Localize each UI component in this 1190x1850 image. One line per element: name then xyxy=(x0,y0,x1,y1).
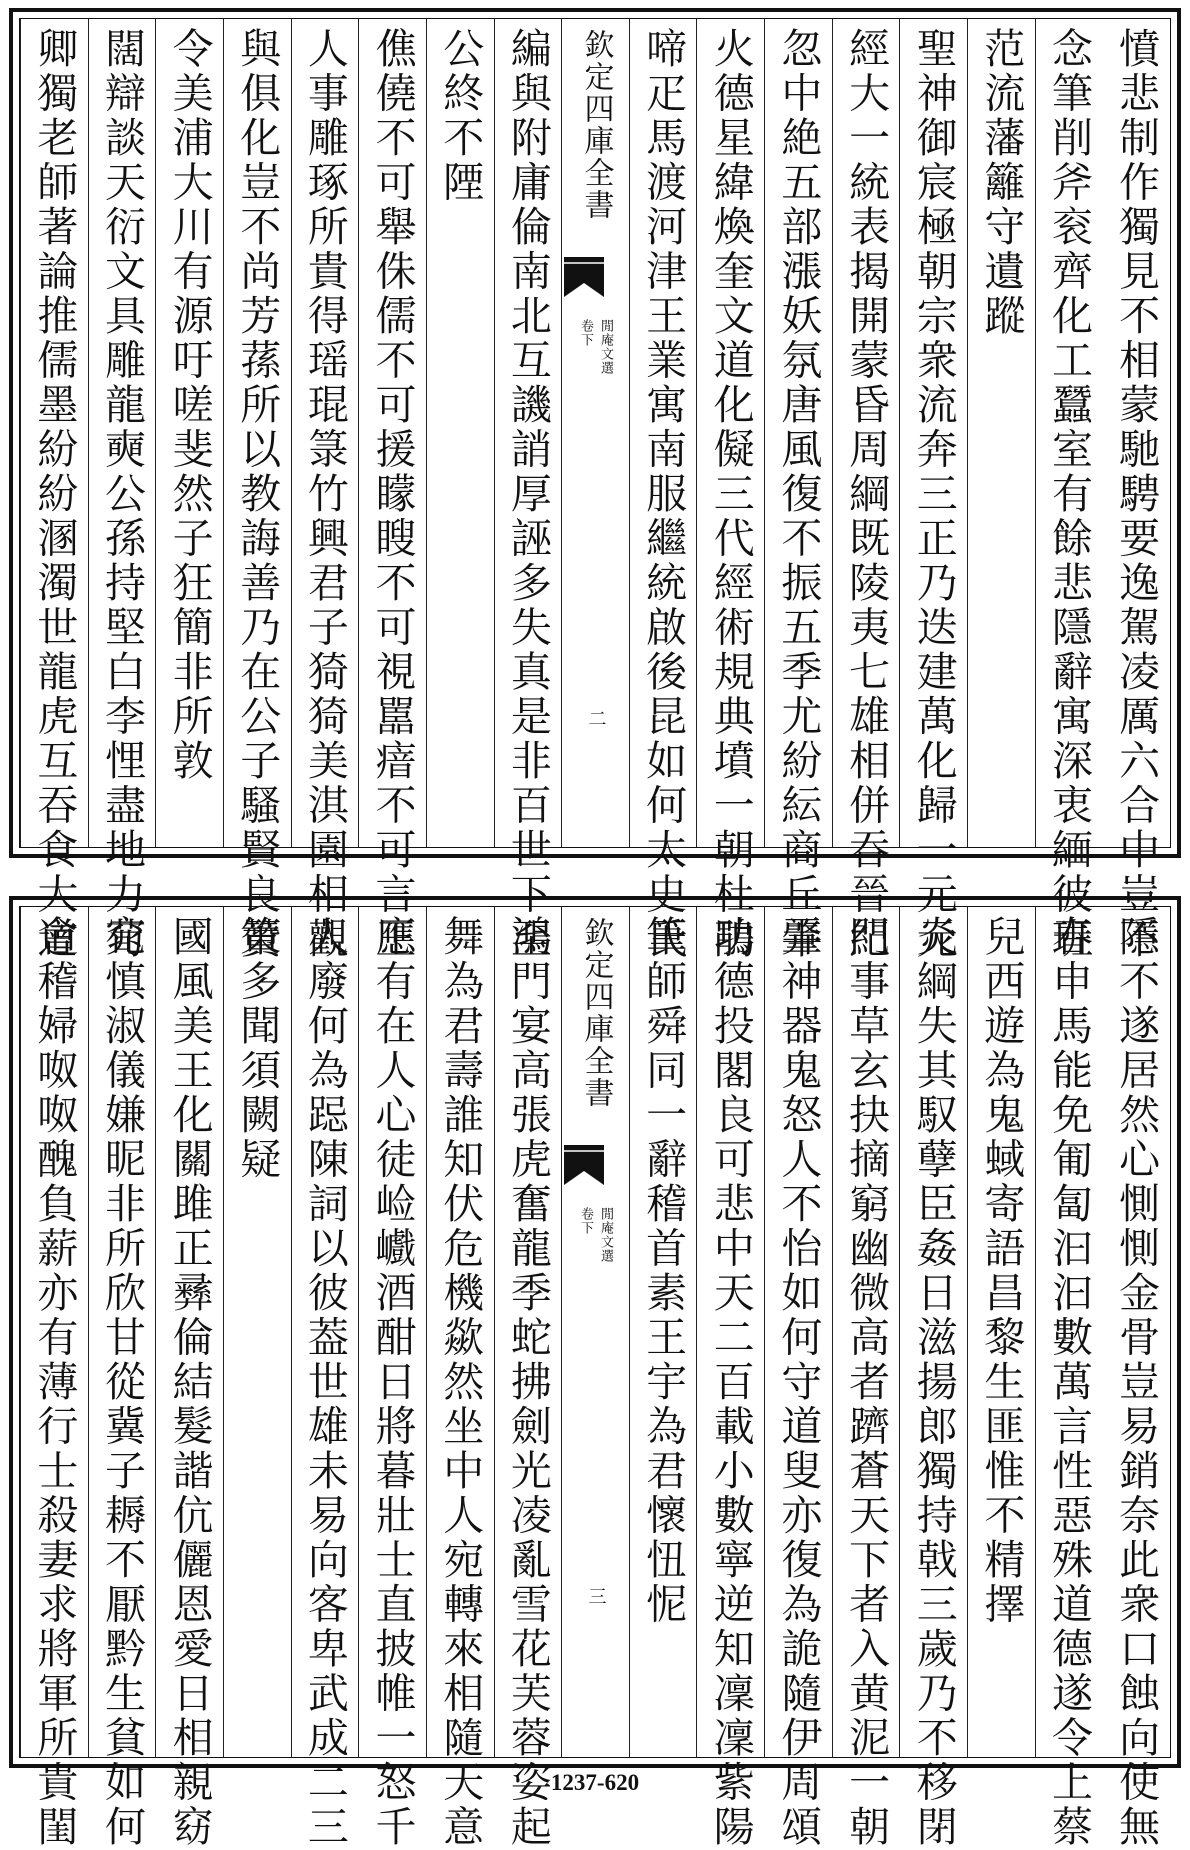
text-column xyxy=(20,907,88,1850)
upper-page xyxy=(9,8,1181,962)
text-line: 功德投閣良可悲中天二百載小數寧逆知凜凜紫陽 xyxy=(706,915,755,1850)
text-column xyxy=(967,907,1035,1757)
text-column xyxy=(899,907,967,1850)
collection-title: 欽定四庫全書 xyxy=(578,29,614,221)
text-column xyxy=(899,19,967,962)
text-line: 念筆削斧衮齊化工蠶室有餘悲隱辭寓深衷緬彼班 xyxy=(1045,27,1094,962)
text-line: 策多聞須闕疑 xyxy=(233,915,282,1182)
text-line: 火德星緯煥奎文道化儗三代經術規典墳一朝杜鵑 xyxy=(706,27,755,962)
text-column xyxy=(1035,907,1103,1850)
text-line: 范流藩籬守遺蹤 xyxy=(977,27,1026,339)
text-line: 春申馬能免匍匐汩汩數萬言性惡殊道德遂令上蔡 xyxy=(1045,915,1094,1850)
collection-title: 欽定四庫全書 xyxy=(578,917,614,1109)
text-line: 闊辯談天衍文具雕龍奭公孫持堅白李悝盡地力荀 xyxy=(97,27,146,962)
text-column xyxy=(223,907,291,1757)
text-line: 憤悲制作獨見不相蒙馳騁要逸駕凌厲六合中豈不 xyxy=(1112,27,1161,962)
text-column xyxy=(629,907,697,1757)
volume-label: 卷下 xyxy=(577,1207,593,1235)
text-line: 經大一統表揭開蒙昏周綱既陵夷七雄相併吞晉紀 xyxy=(842,27,891,962)
fishtail-mark-icon xyxy=(564,257,604,297)
text-column xyxy=(764,19,832,962)
text-column xyxy=(494,907,562,1850)
text-line: 門事草玄抉摘窮幽微高者躋蒼天下者入黄泥一朝 xyxy=(842,915,891,1850)
text-column xyxy=(967,19,1035,847)
text-line: 令美浦大川有源吁嗟斐然子狂簡非所敦 xyxy=(165,27,214,784)
text-line: 隱不遂居然心惻惻金骨豈易銷奈此衆口蝕向使無 xyxy=(1112,915,1161,1850)
text-line: 聖神御宸極朝宗衆流奔三正乃迭建萬化歸一元元 xyxy=(909,27,958,962)
text-line: 人事雕琢所貴得瑶琨箓竹興君子猗猗美淇園相觀 xyxy=(300,27,349,962)
text-column xyxy=(88,907,156,1850)
book-title: 閒庵文選 xyxy=(597,1207,613,1263)
leaf-number: 三 xyxy=(585,1587,607,1605)
text-column xyxy=(426,19,494,847)
text-column xyxy=(291,19,359,962)
text-column xyxy=(88,19,156,962)
text-line: 應有在人心徒崄巇酒酣日將暮壯士直披帷一怒千 xyxy=(368,915,417,1850)
page-heading-column xyxy=(561,907,629,1757)
page-code: 1237-620 xyxy=(550,1770,640,1795)
text-line: 炎綱失其馭孽臣姦日滋揚郎獨持戟三歲乃不移閉 xyxy=(909,915,958,1850)
text-column xyxy=(155,907,223,1850)
text-line: 編與附庸倫南北互譏誚厚誣多失真是非百世下至 xyxy=(503,27,552,962)
text-column xyxy=(629,19,697,962)
book-reference xyxy=(576,1207,615,1263)
volume-label: 卷下 xyxy=(577,319,593,347)
text-column xyxy=(426,907,494,1850)
text-column xyxy=(1035,19,1103,962)
text-column xyxy=(696,907,764,1850)
text-column xyxy=(832,19,900,962)
book-title: 閒庵文選 xyxy=(597,319,613,375)
text-column xyxy=(155,19,223,847)
text-line: 忽中絶五部漲妖氛唐風復不振五季尤紛紜商丘肇 xyxy=(774,27,823,962)
upper-text-block xyxy=(20,19,1170,962)
text-line: 與俱化豈不尚芳蓀所以教誨善乃在公子騷賢良贊 xyxy=(233,27,282,962)
text-line: 鴻門宴高張虎奮龍季蛇拂劍光凌亂雪花芙蓉姿起 xyxy=(503,915,552,1850)
text-line: 兒西遊為鬼蜮寄語昌黎生匪惟不精擇 xyxy=(977,915,1026,1627)
text-line: 會稽婦呶呶醜負薪亦有薄行士殺妻求將軍所貴閨 xyxy=(30,915,79,1850)
text-line: 舞為君壽誰知伏危機歘然坐中人宛轉來相隨天意 xyxy=(436,915,485,1850)
book-reference xyxy=(576,319,615,375)
text-column xyxy=(291,907,359,1850)
text-column xyxy=(494,19,562,962)
text-column xyxy=(358,19,426,962)
text-line: 國風美王化關雎正彞倫結髮諧伉儷恩愛日相親窈 xyxy=(165,915,214,1850)
text-line: 僬僥不可舉侏儒不可援矇瞍不可視嚚瘖不可言王 xyxy=(368,27,417,962)
fishtail-mark-icon xyxy=(564,1145,604,1185)
text-line: 卿獨老師著論推儒墨紛紛溷濁世龍虎互吞食大道 xyxy=(30,27,79,962)
text-column xyxy=(764,907,832,1850)
text-line: 弄神器鬼怒人不怡如何守道叟亦復為詭隨伊周頌 xyxy=(774,915,823,1850)
text-column xyxy=(696,19,764,962)
text-column xyxy=(358,907,426,1850)
text-line: 人廢何為跽陳詞以彼葢世雄未易向客卑武成二三 xyxy=(300,915,349,1850)
text-column xyxy=(1102,907,1170,1850)
text-column xyxy=(20,19,88,962)
text-column xyxy=(223,19,291,962)
text-column xyxy=(1102,19,1170,962)
leaf-number: 二 xyxy=(585,709,607,727)
text-line: 啼疋馬渡河津王業寓南服繼統啟後昆如何太史氏 xyxy=(639,27,688,962)
text-line: 筆師舜同一辭稽首素王宇為君懷忸怩 xyxy=(639,915,688,1627)
text-column xyxy=(832,907,900,1850)
text-line: 窕慎淑儀嫌昵非所欣甘從冀子耨不厭黔生貧如何 xyxy=(97,915,146,1850)
text-line: 公終不陻 xyxy=(436,27,485,205)
page-heading-column xyxy=(561,19,629,847)
